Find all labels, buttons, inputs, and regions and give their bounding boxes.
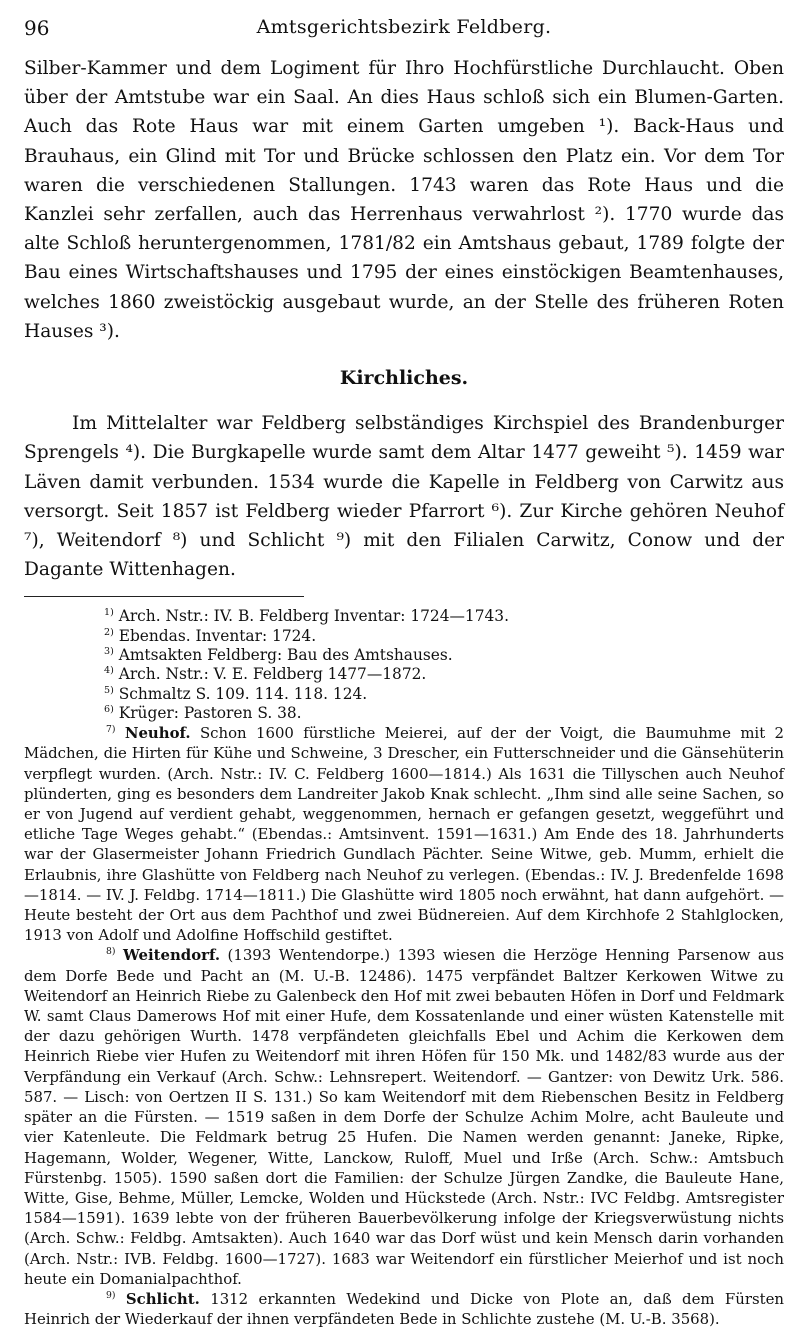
footnote-item (104, 704, 784, 723)
extended-notes (24, 723, 784, 1329)
note-text: Schon 1600 fürstliche Meierei, auf der der Voigt, die Baumuhme mit 2 Mädchen, die Hirten für Kühe und Schweine, 3 Drescher, ein Futterschneider und die Gänsehüterin verpflegt wurden. (Arch. Nstr.: IV. C. Feldberg 1600—1814.) Als 1631 die Tillyschen auch Neuhof plünderten, ging es besonders dem Landreiter Jakob Knak schlecht. „Ihm sind alle seine Sachen, so er von Jugend auf verdient gehabt, weggenommen, hernach er gefangen gesetzt, weggeführt und etliche Tage Weges gehabt.“ (Ebendas.: Amtsinvent. 1591—1631.) Am Ende des 18. Jahrhunderts war der Glasermeister Johann Friedrich Gundlach Pächter. Seine Witwe, geb. Mumm, erhielt die Erlaubnis, ihre Glashütte von Feldberg nach Neuhof zu verlegen. (Ebendas.: IV. J. Bredenfelde 1698—1814. — IV. J. Feldbg. 1714—1811.) Die Glashütte wird 1805 noch erwähnt, hat dann aufgehört. — Heute besteht der Ort aus dem Pachthof und zwei Büdnereien. Auf dem Kirchhofe 2 Stahlglocken, 1913 von Adolf und Adolfine Hoffschild gestiftet. (24, 724, 785, 945)
note-marker: 9) (106, 1289, 116, 1301)
footnote-text: Krüger: Pastoren S. 38. (118, 703, 302, 722)
footnote-text: Schmaltz S. 109. 114. 118. 124. (118, 684, 368, 703)
footnote-item (104, 607, 784, 626)
section-heading: Kirchliches. (339, 367, 469, 390)
footnote-text: Arch. Nstr.: IV. B. Feldberg Inventar: 1724—1743. (118, 607, 509, 626)
footnote-text: Ebendas. Inventar: 1724. (118, 626, 317, 645)
footnote-text: Amtsakten Feldberg: Bau des Amtshauses. (118, 646, 453, 665)
footnote-marker: 2) (104, 626, 114, 638)
note-title: Weitendorf. (122, 946, 221, 965)
note-neuhof (24, 723, 784, 945)
note-schlicht (24, 1289, 784, 1329)
page-number: 96 (24, 16, 50, 40)
footnote-item (104, 685, 784, 704)
note-weitendorf (24, 945, 784, 1288)
footnote-item (104, 646, 784, 665)
main-text (24, 54, 784, 584)
footnote-marker: 4) (104, 665, 114, 677)
footnote-item (104, 665, 784, 684)
running-head: Amtsgerichtsbezirk Feldberg. (256, 16, 552, 38)
footnote-marker: 1) (104, 607, 114, 619)
note-text: 1312 erkannten Wedekind und Dicke von Plote an, daß dem Fürsten Heinrich der Wiederkauf der ihnen verpfändeten Bede in Schlichte zustehe (M. U.-B. 3568). (24, 1289, 785, 1329)
note-title: Neuhof. (124, 724, 191, 743)
note-title: Schlicht. (125, 1289, 200, 1308)
intro-paragraph: Silber-Kammer und dem Logiment für Ihro Hochfürstliche Durchlaucht. Oben über der Amtstube war ein Saal. An dies Haus schloß sich ein Blumen-Garten. Auch das Rote Haus war mit einem Garten umgeben ¹). Back-Haus und Brauhaus, ein Glind mit Tor und Brücke schlossen den Platz ein. Vor dem Tor waren die verschiedenen Stallungen. 1743 waren das Rote Haus und die Kanzlei sehr zerfallen, auch das Herrenhaus verwahrlost ²). 1770 wurde das alte Schloß heruntergenommen, 1781/82 ein Amtshaus gebaut, 1789 folgte der Bau eines Wirtschaftshauses und 1795 der eines einstöckigen Beamtenhauses, welches 1860 zweistöckig ausgebaut wurde, an der Stelle des früheren Roten Hauses ³). (24, 58, 784, 342)
footnote-marker: 3) (104, 645, 114, 657)
page-header (24, 14, 784, 42)
footnote-text: Arch. Nstr.: V. E. Feldberg 1477—1872. (118, 665, 427, 684)
footnote-marker: 5) (104, 684, 114, 696)
note-marker: 8) (106, 946, 116, 958)
footnote-list (104, 607, 784, 723)
footnote-item (104, 627, 784, 646)
church-paragraph: Im Mittelalter war Feldberg selbständiges Kirchspiel des Brandenburger Sprengels ⁴). Die Burgkapelle wurde samt dem Altar 1477 geweiht ⁵). 1459 war Läven damit verbunden. 1534 wurde die Kapelle in Feldberg von Carwitz aus versorgt. Seit 1857 ist Feldberg wieder Pfarrort ⁶). Zur Kirche gehören Neuhof ⁷), Weitendorf ⁸) und Schlicht ⁹) mit den Filialen Carwitz, Conow und der Dagante Wittenhagen. (24, 413, 784, 581)
note-text: (1393 Wentendorpe.) 1393 wiesen die Herzöge Henning Parsenow aus dem Dorfe Bede und Pacht an (M. U.-B. 12486). 1475 verpfändet Baltzer Kerkowen Witwe zu Weitendorf an Heinrich Riebe zu Galenbeck den Hof mit zwei bebauten Höfen in Dorf und Feldmark W. samt Claus Damerows Hof mit einer Hufe, dem Kossatenlande und einer wüsten Katenstelle mit der dazu gehörigen Wurth. 1478 verpfändeten gleichfalls Ebel und Achim die Kerkowen dem Heinrich Riebe vier Hufen zu Weitendorf mit ihren Höfen für 150 Mk. und 1482/83 wurde aus der Verpfändung ein Verkauf (Arch. Schw.: Lehnsrepert. Weitendorf. — Gantzer: von Dewitz Urk. 586. 587. — Lisch: von Oertzen II S. 131.) So kam Weitendorf mit dem Riebenschen Besitz in Feldberg später an die Fürsten. — 1519 saßen in dem Dorfe der Schulze Achim Molre, acht Bauleute und vier Katenleute. Die Feldmark betrug 25 Hufen. Die Namen werden genannt: Janeke, Ripke, Hagemann, Wolder, Wegener, Witte, Lanckow, Ruloff, Muel und Irße (Arch. Schw.: Amtsbuch Fürstenbg. 1505). 1590 saßen dort die Familien: der Schulze Jürgen Zandke, die Bauleute Hane, Witte, Gise, Behme, Müller, Lemcke, Wolden und Hückstede (Arch. Nstr.: IVC Feldbg. Amtsregister 1584—1591). 1639 lebte von der früheren Bauerbevölkerung infolge der Kriegsverwüstung nichts (Arch. Schw.: Feldbg. Amtsakten). Auch 1640 war das Dorf wüst und kein Mensch darin vorhanden (Arch. Nstr.: IVB. Feldbg. 1600—1727). 1683 war Weitendorf ein fürstlicher Meierhof und ist noch heute ein Domanialpachthof. (24, 946, 785, 1288)
note-marker: 7) (106, 724, 116, 736)
footnote-marker: 6) (104, 703, 114, 715)
footnote-divider (24, 596, 304, 597)
